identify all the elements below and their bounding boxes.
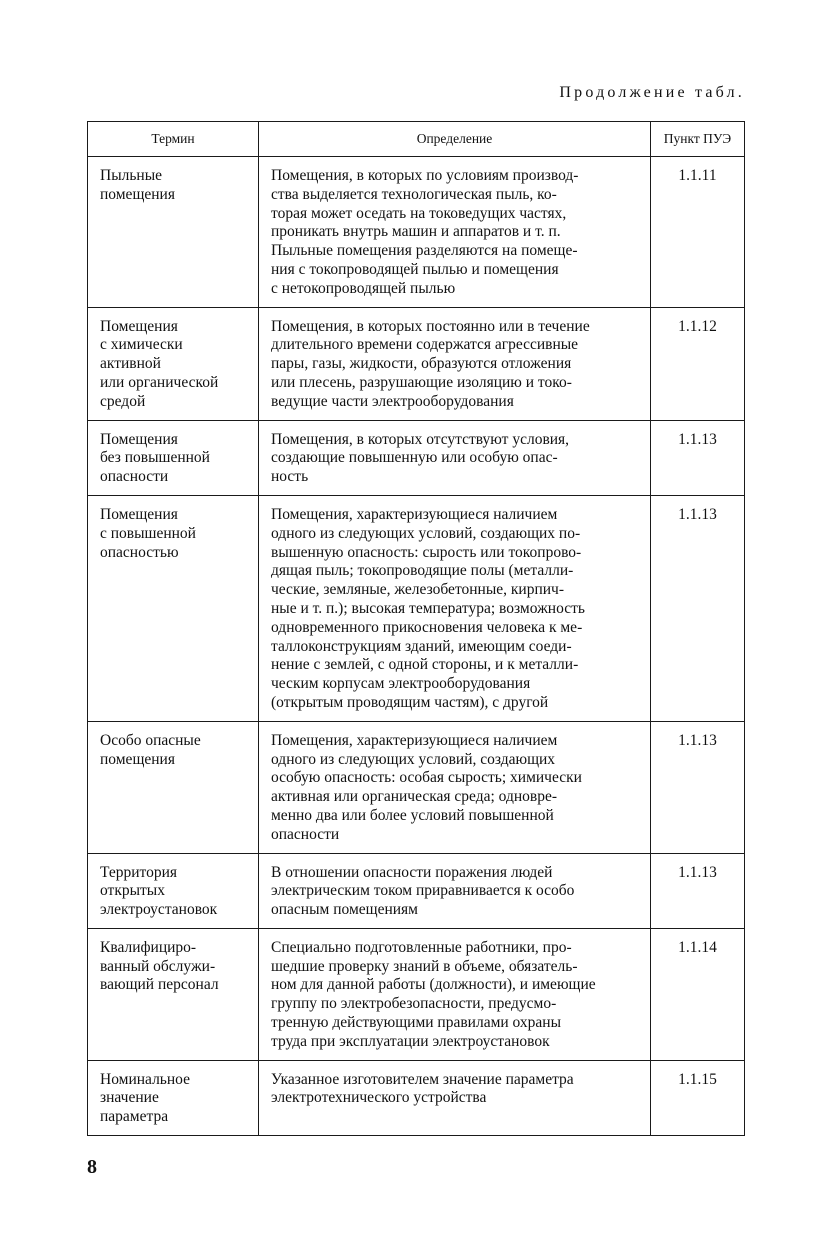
term-line: Особо опасные	[100, 731, 201, 749]
table-row	[88, 928, 745, 1060]
definition-line: Указанное изготовителем значение параметра	[271, 1070, 574, 1088]
page-number: 8	[87, 1156, 97, 1178]
definition-line: группу по электробезопасности, предусмо-	[271, 995, 557, 1013]
definition-line: ния с токопроводящей пылью и помещения	[271, 260, 559, 278]
clause-cell: 1.1.11	[651, 157, 745, 308]
term-cell	[88, 307, 259, 420]
term-line: помещения	[100, 185, 175, 203]
clause-cell: 1.1.12	[651, 307, 745, 420]
term-line: с химически	[100, 336, 183, 354]
definition-line: (открытым проводящим частям), с другой	[271, 693, 549, 711]
definition-line: ства выделяется технологическая пыль, ко-	[271, 185, 557, 203]
definition-line: ческие, земляные, железобетонные, кирпич-	[271, 581, 565, 599]
term-line: Пыльные	[100, 167, 162, 184]
term-cell	[88, 495, 259, 721]
table-row	[88, 307, 745, 420]
header-definition: Определение	[259, 122, 651, 157]
header-clause: Пункт ПУЭ	[651, 122, 745, 157]
term-cell	[88, 420, 259, 495]
table-row	[88, 1060, 745, 1135]
definition-line: ведущие части электрооборудования	[271, 392, 514, 410]
term-line: Территория	[100, 863, 178, 881]
definition-line: проникать внутрь машин и аппаратов и т. п.	[271, 223, 561, 241]
table-row	[88, 157, 745, 308]
definition-cell	[259, 928, 651, 1060]
term-line: опасности	[100, 468, 169, 486]
definition-line: торая может оседать на токоведущих частях,	[271, 204, 567, 222]
definition-line: Пыльные помещения разделяются на помеще-	[271, 242, 578, 260]
definition-line: одновременного прикосновения человека к ме-	[271, 618, 583, 636]
definition-line: Помещения, характеризующиеся наличием	[271, 505, 558, 523]
definition-line: шедшие проверку знаний в объеме, обязатель-	[271, 957, 578, 975]
definition-line: с нетокопроводящей пылью	[271, 279, 456, 297]
definition-line: Специально подготовленные работники, про-	[271, 938, 572, 956]
definition-cell	[259, 307, 651, 420]
definition-cell	[259, 853, 651, 928]
term-line: Квалифициро-	[100, 938, 197, 956]
terms-table	[87, 121, 745, 1136]
definition-line: опасным помещениям	[271, 901, 418, 919]
definition-line: создающие повышенную или особую опас-	[271, 449, 558, 467]
clause-cell: 1.1.13	[651, 420, 745, 495]
definition-line: длительного времени содержатся агрессивные	[271, 336, 579, 354]
clause-cell: 1.1.13	[651, 495, 745, 721]
definition-line: электротехнического устройства	[271, 1089, 487, 1107]
term-line: значение	[100, 1089, 159, 1107]
definition-cell	[259, 1060, 651, 1135]
term-cell	[88, 721, 259, 853]
definition-line: ность	[271, 468, 309, 486]
definition-line: одного из следующих условий, создающих	[271, 750, 556, 768]
table-continuation-caption: Продолжение табл.	[559, 84, 745, 101]
definition-line: особую опасность: особая сырость; химически	[271, 769, 582, 787]
table-row	[88, 853, 745, 928]
term-line: с повышенной	[100, 524, 196, 542]
clause-cell: 1.1.15	[651, 1060, 745, 1135]
definition-line: ные и т. п.); высокая температура; возможность	[271, 599, 585, 617]
table-body	[88, 157, 745, 1136]
definition-line: дящая пыль; токопроводящие полы (металли-	[271, 562, 574, 580]
term-line: активной	[100, 355, 161, 373]
definition-line: Помещения, в которых по условиям производ-	[271, 167, 579, 184]
definition-line: вышенную опасность: сырость или токопрово-	[271, 543, 582, 561]
definition-line: менно два или более условий повышенной	[271, 806, 554, 824]
definition-cell	[259, 420, 651, 495]
definition-line: ческим корпусам электрооборудования	[271, 675, 531, 693]
definition-line: Помещения, в которых отсутствуют условия,	[271, 430, 570, 448]
term-cell	[88, 157, 259, 308]
definition-line: электрическим током приравнивается к особо	[271, 882, 575, 900]
definition-line: В отношении опасности поражения людей	[271, 863, 553, 881]
definition-line: опасности	[271, 825, 340, 843]
table-row	[88, 721, 745, 853]
clause-cell: 1.1.13	[651, 721, 745, 853]
term-cell	[88, 1060, 259, 1135]
definition-line: или плесень, разрушающие изоляцию и токо-	[271, 373, 572, 391]
clause-cell: 1.1.14	[651, 928, 745, 1060]
definition-line: одного из следующих условий, создающих по-	[271, 524, 581, 542]
header-term: Термин	[88, 122, 259, 157]
table-row	[88, 495, 745, 721]
term-cell	[88, 928, 259, 1060]
term-line: Помещения	[100, 505, 178, 523]
term-line: Помещения	[100, 317, 178, 335]
term-line: вающий персонал	[100, 976, 219, 994]
term-line: средой	[100, 392, 146, 410]
definition-line: ном для данной работы (должности), и имеющие	[271, 976, 596, 994]
term-line: Номинальное	[100, 1070, 190, 1088]
definition-line: Помещения, характеризующиеся наличием	[271, 731, 558, 749]
term-line: без повышенной	[100, 449, 210, 467]
term-line: ванный обслужи-	[100, 957, 216, 975]
term-line: Помещения	[100, 430, 178, 448]
definition-line: Помещения, в которых постоянно или в течение	[271, 317, 590, 335]
definition-line: пары, газы, жидкости, образуются отложения	[271, 355, 572, 373]
term-line: опасностью	[100, 543, 179, 561]
term-line: параметра	[100, 1108, 169, 1126]
definition-cell	[259, 721, 651, 853]
definition-line: труда при эксплуатации электроустановок	[271, 1032, 550, 1050]
clause-cell: 1.1.13	[651, 853, 745, 928]
definition-line: активная или органическая среда; одновре-	[271, 788, 558, 806]
definition-line: нение с землей, с одной стороны, и к металли-	[271, 656, 579, 674]
term-line: помещения	[100, 750, 175, 768]
table-row	[88, 420, 745, 495]
definition-line: тренную действующими правилами охраны	[271, 1014, 562, 1032]
table-header-row	[88, 122, 745, 157]
term-line: электроустановок	[100, 901, 218, 919]
term-cell	[88, 853, 259, 928]
definition-cell	[259, 157, 651, 308]
definition-cell	[259, 495, 651, 721]
term-line: открытых	[100, 882, 165, 900]
term-line: или органической	[100, 373, 219, 391]
definition-line: таллоконструкциям зданий, имеющим соеди-	[271, 637, 572, 655]
